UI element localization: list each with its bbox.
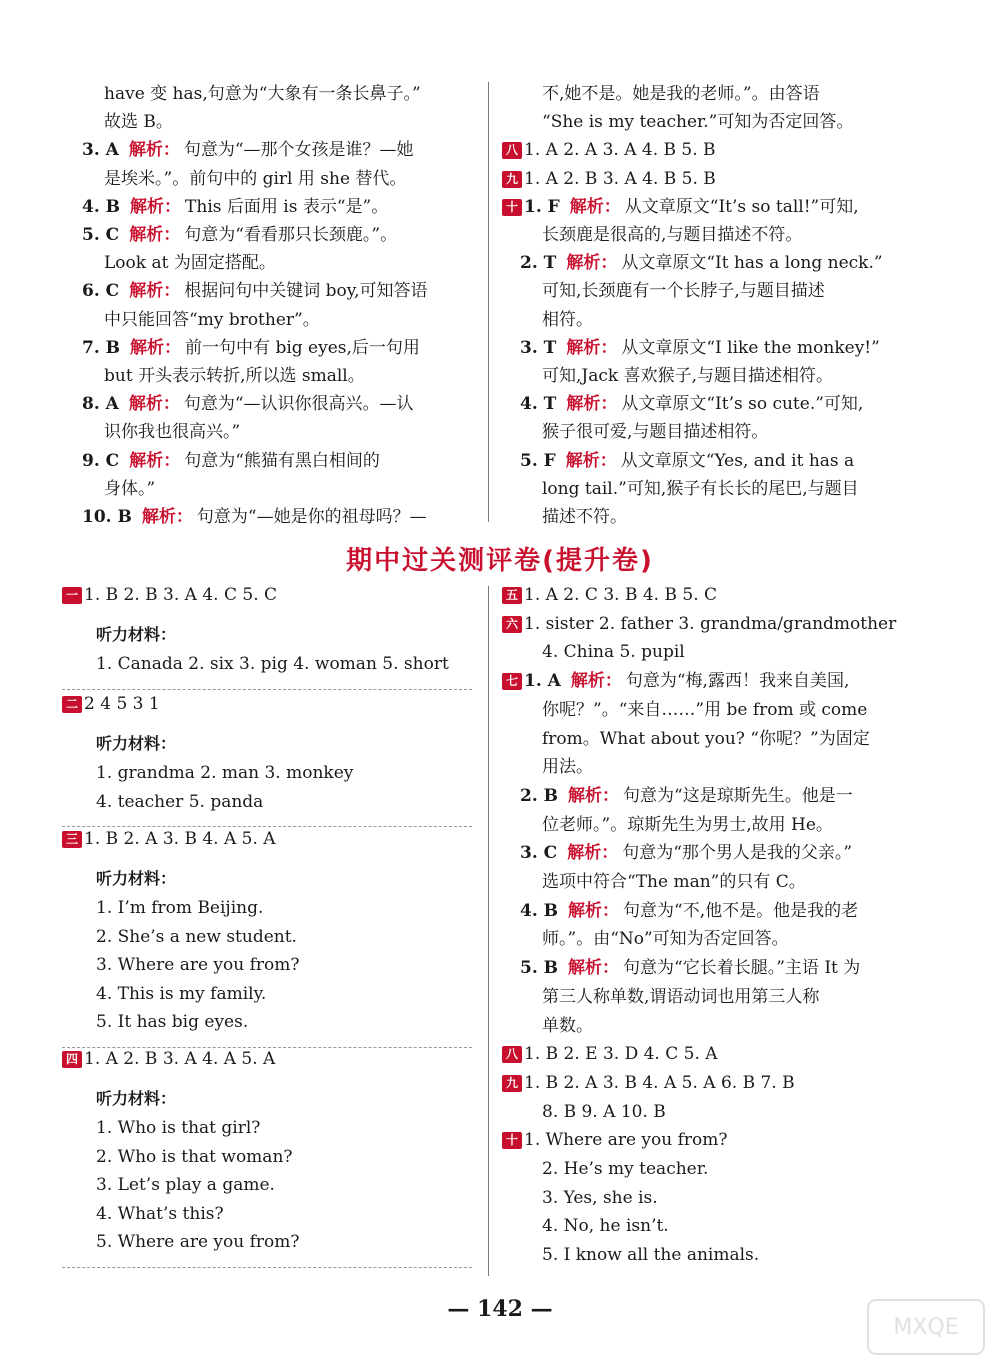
section-badge: 二: [62, 696, 82, 713]
section-answer-line: [502, 614, 896, 634]
section-badge: 十: [502, 199, 522, 216]
question-number: 1. F: [524, 196, 560, 217]
text-line: 身体。”: [104, 478, 156, 499]
section-answer-line: [502, 1130, 728, 1150]
explanation-text: 根据问句中关键词 boy,可知答语: [184, 281, 428, 302]
text-line: 4. No, he isn’t.: [542, 1216, 669, 1237]
text-line: 故选 B。: [104, 112, 173, 133]
page-number: — 142 —: [447, 1296, 553, 1322]
explanation-text: 句意为“熊猫有黑白相间的: [184, 450, 380, 471]
answer-text: 1. A 2. B 3. A 4. B 5. B: [524, 168, 716, 189]
answer-line: [520, 843, 852, 863]
text-line: 8. B 9. A 10. B: [542, 1101, 666, 1122]
answer-text: 1. sister 2. father 3. grandma/grandmother: [524, 613, 897, 634]
text-line: 描述不符。: [542, 507, 627, 527]
jiexi-label: 解析：: [130, 337, 182, 358]
question-number: 7. B: [82, 337, 121, 358]
question-number: 2. B: [520, 785, 559, 806]
answer-line: [520, 958, 860, 978]
listening-item: 2. She’s a new student.: [96, 926, 297, 947]
text-line: 师。”。由“No”可知为否定回答。: [542, 929, 789, 950]
jiexi-label: 解析：: [128, 140, 180, 161]
question-number: 4. T: [520, 394, 557, 415]
section-badge: 六: [502, 616, 522, 633]
section-answer-line: [502, 585, 717, 605]
text-line: 不,她不是。她是我的老师。”。由答语: [542, 84, 820, 104]
text-line: 你呢？”。“来自……”用 be from 或 come: [542, 699, 868, 720]
text-line: 可知,Jack 喜欢猴子,与题目描述相符。: [542, 366, 833, 386]
question-number: 3. T: [520, 337, 557, 358]
listening-item: 3. Where are you from?: [96, 955, 300, 975]
text-line: “She is my teacher.”可知为否定回答。: [542, 112, 854, 133]
answer-text: 1. B 2. A 3. B 4. A 5. A 6. B 7. B: [524, 1072, 795, 1093]
svg-text:MXQE: MXQE: [893, 1315, 959, 1340]
question-number: 6. C: [82, 281, 120, 302]
text-line: 可知,长颈鹿有一个长脖子,与题目描述: [542, 281, 825, 302]
question-number: 4. B: [520, 900, 559, 921]
answer-text: 从文章原文“It’s so tall!”可知,: [624, 196, 859, 217]
question-number: 5. C: [82, 225, 120, 245]
jiexi-label: 解析：: [128, 394, 180, 415]
question-number: 8. A: [82, 394, 119, 415]
text-line: 第三人称单数,谓语动词也用第三人称: [542, 986, 820, 1007]
listening-item: 4. What’s this?: [96, 1203, 224, 1224]
listening-item: 4. This is my family.: [96, 983, 267, 1004]
question-number: 3. C: [520, 843, 558, 864]
jiexi-label: 解析：: [568, 958, 620, 979]
section-badge: 五: [502, 587, 522, 604]
question-number: 10. B: [82, 507, 132, 527]
jiexi-label: 解析：: [129, 281, 181, 302]
answer-text: 1. A 2. C 3. B 4. B 5. C: [524, 585, 718, 605]
jiexi-label: 解析：: [129, 450, 181, 471]
jiexi-label: 解析：: [567, 843, 619, 864]
question-number: 9. C: [82, 450, 120, 471]
question-number: 2. T: [520, 253, 557, 274]
jiexi-label: 解析：: [566, 337, 618, 358]
section-badge: 七: [502, 673, 522, 690]
explanation-text: 从文章原文“It has a long neck.”: [621, 253, 883, 274]
explanation-text: This 后面用 is 表示“是”。: [185, 196, 389, 217]
text-line: 选项中符合“The man”的只有 C。: [542, 872, 806, 892]
section-badge: 八: [502, 1046, 522, 1063]
section-badge: 一: [62, 587, 82, 604]
listening-item: 1. Who is that girl?: [96, 1118, 261, 1138]
answer-text: 1. A 2. B 3. A 4. A 5. A: [84, 1049, 276, 1069]
explanation-text: 从文章原文“It’s so cute.”可知,: [621, 394, 864, 415]
question-number: 5. B: [520, 958, 559, 979]
text-line: but 开头表示转折,所以选 small。: [104, 366, 365, 386]
explanation-text: 句意为“—认识你很高兴。—认: [183, 394, 414, 415]
jiexi-label: 解析：: [566, 253, 618, 274]
explanation-text: 句意为“它长着长腿。”主语 It 为: [623, 958, 861, 979]
listening-item: 4. teacher 5. panda: [96, 791, 264, 812]
section-answer-line: [502, 1073, 795, 1093]
explanation-text: 句意为“看看那只长颈鹿。”。: [184, 225, 398, 245]
listening-material-label: 听力材料：: [96, 1089, 177, 1108]
question-number: 5. F: [520, 450, 556, 471]
text-line: 5. I know all the animals.: [542, 1245, 760, 1266]
text-line: 用法。: [542, 757, 593, 778]
explanation-text: 句意为“—那个女孩是谁？—她: [183, 140, 414, 161]
explanation-text: 句意为“不,他不是。他是我的老: [623, 900, 859, 921]
answer-text: 句意为“梅,露西！我来自美国,: [625, 671, 850, 692]
section-badge: 九: [502, 1075, 522, 1092]
listening-item: 5. Where are you from?: [96, 1232, 300, 1252]
jiexi-label: 解析：: [129, 225, 181, 245]
question-number: 4. B: [82, 196, 121, 217]
answer-text: 1. Where are you from?: [524, 1130, 728, 1151]
section-badge: 八: [502, 142, 522, 159]
text-line: 相符。: [542, 309, 593, 330]
text-line: 4. China 5. pupil: [542, 642, 685, 663]
text-line: Look at 为固定搭配。: [104, 253, 276, 274]
text-line: 2. He’s my teacher.: [542, 1159, 709, 1179]
jiexi-label: 解析：: [566, 394, 618, 415]
text-line: 单数。: [542, 1015, 593, 1036]
jiexi-label: 解析：: [565, 450, 617, 471]
text-line: 识你我也很高兴。”: [104, 422, 241, 443]
section-answer-line: [502, 1044, 718, 1064]
listening-material-label: 听力材料：: [96, 625, 177, 644]
answer-text: 1. A 2. A 3. A 4. B 5. B: [524, 140, 716, 161]
listening-material-label: 听力材料：: [96, 734, 177, 753]
question-number: 1. A: [524, 671, 561, 692]
explanation-text: 前一句中有 big eyes,后一句用: [185, 337, 420, 358]
text-line: 长颈鹿是很高的,与题目描述不符。: [542, 225, 803, 245]
listening-item: 5. It has big eyes.: [96, 1012, 249, 1032]
text-line: 猴子很可爱,与题目描述相符。: [542, 422, 769, 443]
listening-item: 1. grandma 2. man 3. monkey: [96, 763, 354, 783]
listening-item: 1. I’m from Beijing.: [96, 898, 264, 918]
text-line: 位老师。”。琼斯先生为男士,故用 He。: [542, 814, 833, 835]
section-answer-line: [502, 671, 849, 691]
jiexi-label: 解析：: [568, 900, 620, 921]
answer-text: 1. B 2. A 3. B 4. A 5. A: [84, 829, 276, 849]
listening-item: 3. Let’s play a game.: [96, 1175, 275, 1195]
answer-text: 1. B 2. B 3. A 4. C 5. C: [84, 585, 278, 605]
explanation-text: 句意为“那个男人是我的父亲。”: [622, 843, 853, 864]
watermark-logo: [866, 1296, 986, 1358]
question-number: 3. A: [82, 140, 119, 161]
answer-line: [520, 786, 853, 806]
text-line: 中只能回答“my brother”。: [104, 309, 320, 330]
explanation-text: 从文章原文“I like the monkey!”: [621, 337, 880, 358]
jiexi-label: 解析：: [570, 671, 622, 692]
section-badge: 九: [502, 171, 522, 188]
text-line: 3. Yes, she is.: [542, 1187, 658, 1208]
listening-item: 1. Canada 2. six 3. pig 4. woman 5. short: [96, 654, 449, 674]
explanation-text: 从文章原文“Yes, and it has a: [620, 450, 855, 471]
jiexi-label: 解析：: [130, 196, 182, 217]
explanation-text: 句意为“—她是你的祖母吗？—: [196, 507, 427, 527]
text-line: 是埃米。”。前句中的 girl 用 she 替代。: [104, 168, 407, 189]
section-badge: 十: [502, 1132, 522, 1149]
answer-text: 2 4 5 3 1: [84, 694, 160, 714]
section-badge: 四: [62, 1051, 82, 1068]
jiexi-label: 解析：: [141, 507, 193, 527]
listening-material-label: 听力材料：: [96, 869, 177, 888]
text-line: long tail.”可知,猴子有长长的尾巴,与题目: [542, 478, 859, 499]
answer-text: 1. B 2. E 3. D 4. C 5. A: [524, 1044, 718, 1065]
text-line: from。What about you? “你呢？”为固定: [542, 728, 870, 749]
answer-line: [520, 901, 858, 921]
section-title: 期中过关测评卷(提升卷): [346, 546, 654, 576]
listening-item: 2. Who is that woman?: [96, 1146, 293, 1167]
section-badge: 三: [62, 831, 82, 848]
jiexi-label: 解析：: [569, 196, 621, 217]
explanation-text: 句意为“这是琼斯先生。他是一: [623, 785, 853, 806]
jiexi-label: 解析：: [568, 785, 620, 806]
text-line: have 变 has,句意为“大象有一条长鼻子。”: [104, 84, 421, 104]
